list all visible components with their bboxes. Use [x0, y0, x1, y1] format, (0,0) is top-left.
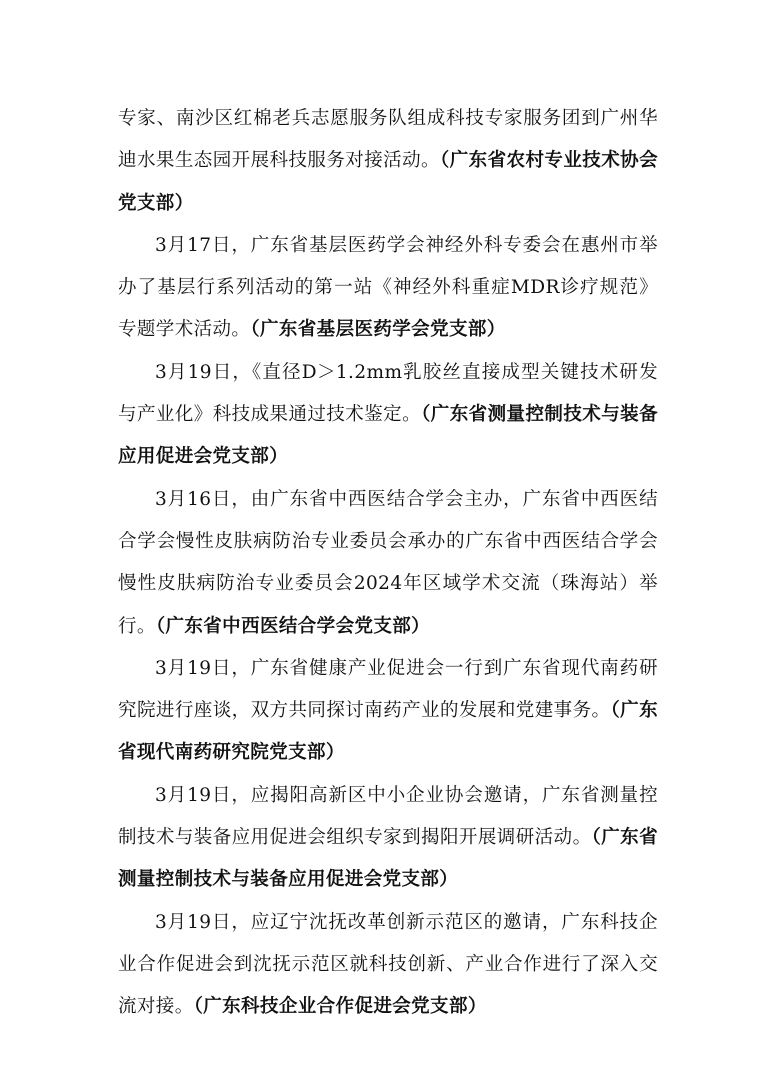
news-paragraph [118, 775, 658, 902]
news-paragraph [118, 352, 658, 479]
news-paragraph [118, 225, 658, 352]
paragraph-text: 3月19日，广东省健康产业促进会一行到广东省现代南药研究院进行座谈，双方共同探讨南药产业的发展和党建事务。 [118, 657, 658, 722]
paragraph-text: 3月19日，应揭阳高新区中小企业协会邀请，广东省测量控制技术与装备应用促进会组织专家到揭阳开展调研活动。 [118, 784, 658, 849]
organization-label: （广东省农村专业技术协会党支部） [118, 150, 658, 214]
organization-label: （广东省中西医结合学会党支部） [155, 615, 431, 637]
document-page [118, 98, 658, 1029]
organization-label: （广东省测量控制技术与装备应用促进会党支部） [118, 404, 659, 468]
paragraph-text: 3月17日，广东省基层医药学会神经外科专委会在惠州市举办了基层行系列活动的第一站《神经外科重症MDR诊疗规范》专题学术活动。 [118, 234, 658, 341]
news-paragraph [118, 98, 658, 225]
paragraph-text: 3月19日，应辽宁沈抚改革创新示范区的邀请，广东科技企业合作促进会到沈抚示范区就科技创新、产业合作进行了深入交流对接。 [118, 911, 658, 1018]
paragraph-text: 3月16日，由广东省中西医结合学会主办，广东省中西医结合学会慢性皮肤病防治专业委员会承办的广东省中西医结合学会慢性皮肤病防治专业委员会2024年区域学术交流（珠海站）举行。 [118, 488, 658, 637]
paragraph-text: 3月19日，《直径D＞1.2mm乳胶丝直接成型关键技术研发与产业化》科技成果通过技术鉴定。 [118, 361, 658, 426]
organization-label: （广东省现代南药研究院党支部） [118, 700, 659, 764]
organization-label: （广东省基层医药学会党支部） [250, 319, 506, 341]
news-paragraph [118, 902, 658, 1029]
paragraph-text: 专家、南沙区红棉老兵志愿服务队组成科技专家服务团到广州华迪水果生态园开展科技服务对接活动。 [118, 108, 658, 172]
news-paragraph [118, 479, 658, 648]
organization-label: （广东科技企业合作促进会党支部） [193, 996, 487, 1018]
news-paragraph [118, 648, 658, 775]
organization-label: （广东省测量控制技术与装备应用促进会党支部） [118, 827, 658, 891]
